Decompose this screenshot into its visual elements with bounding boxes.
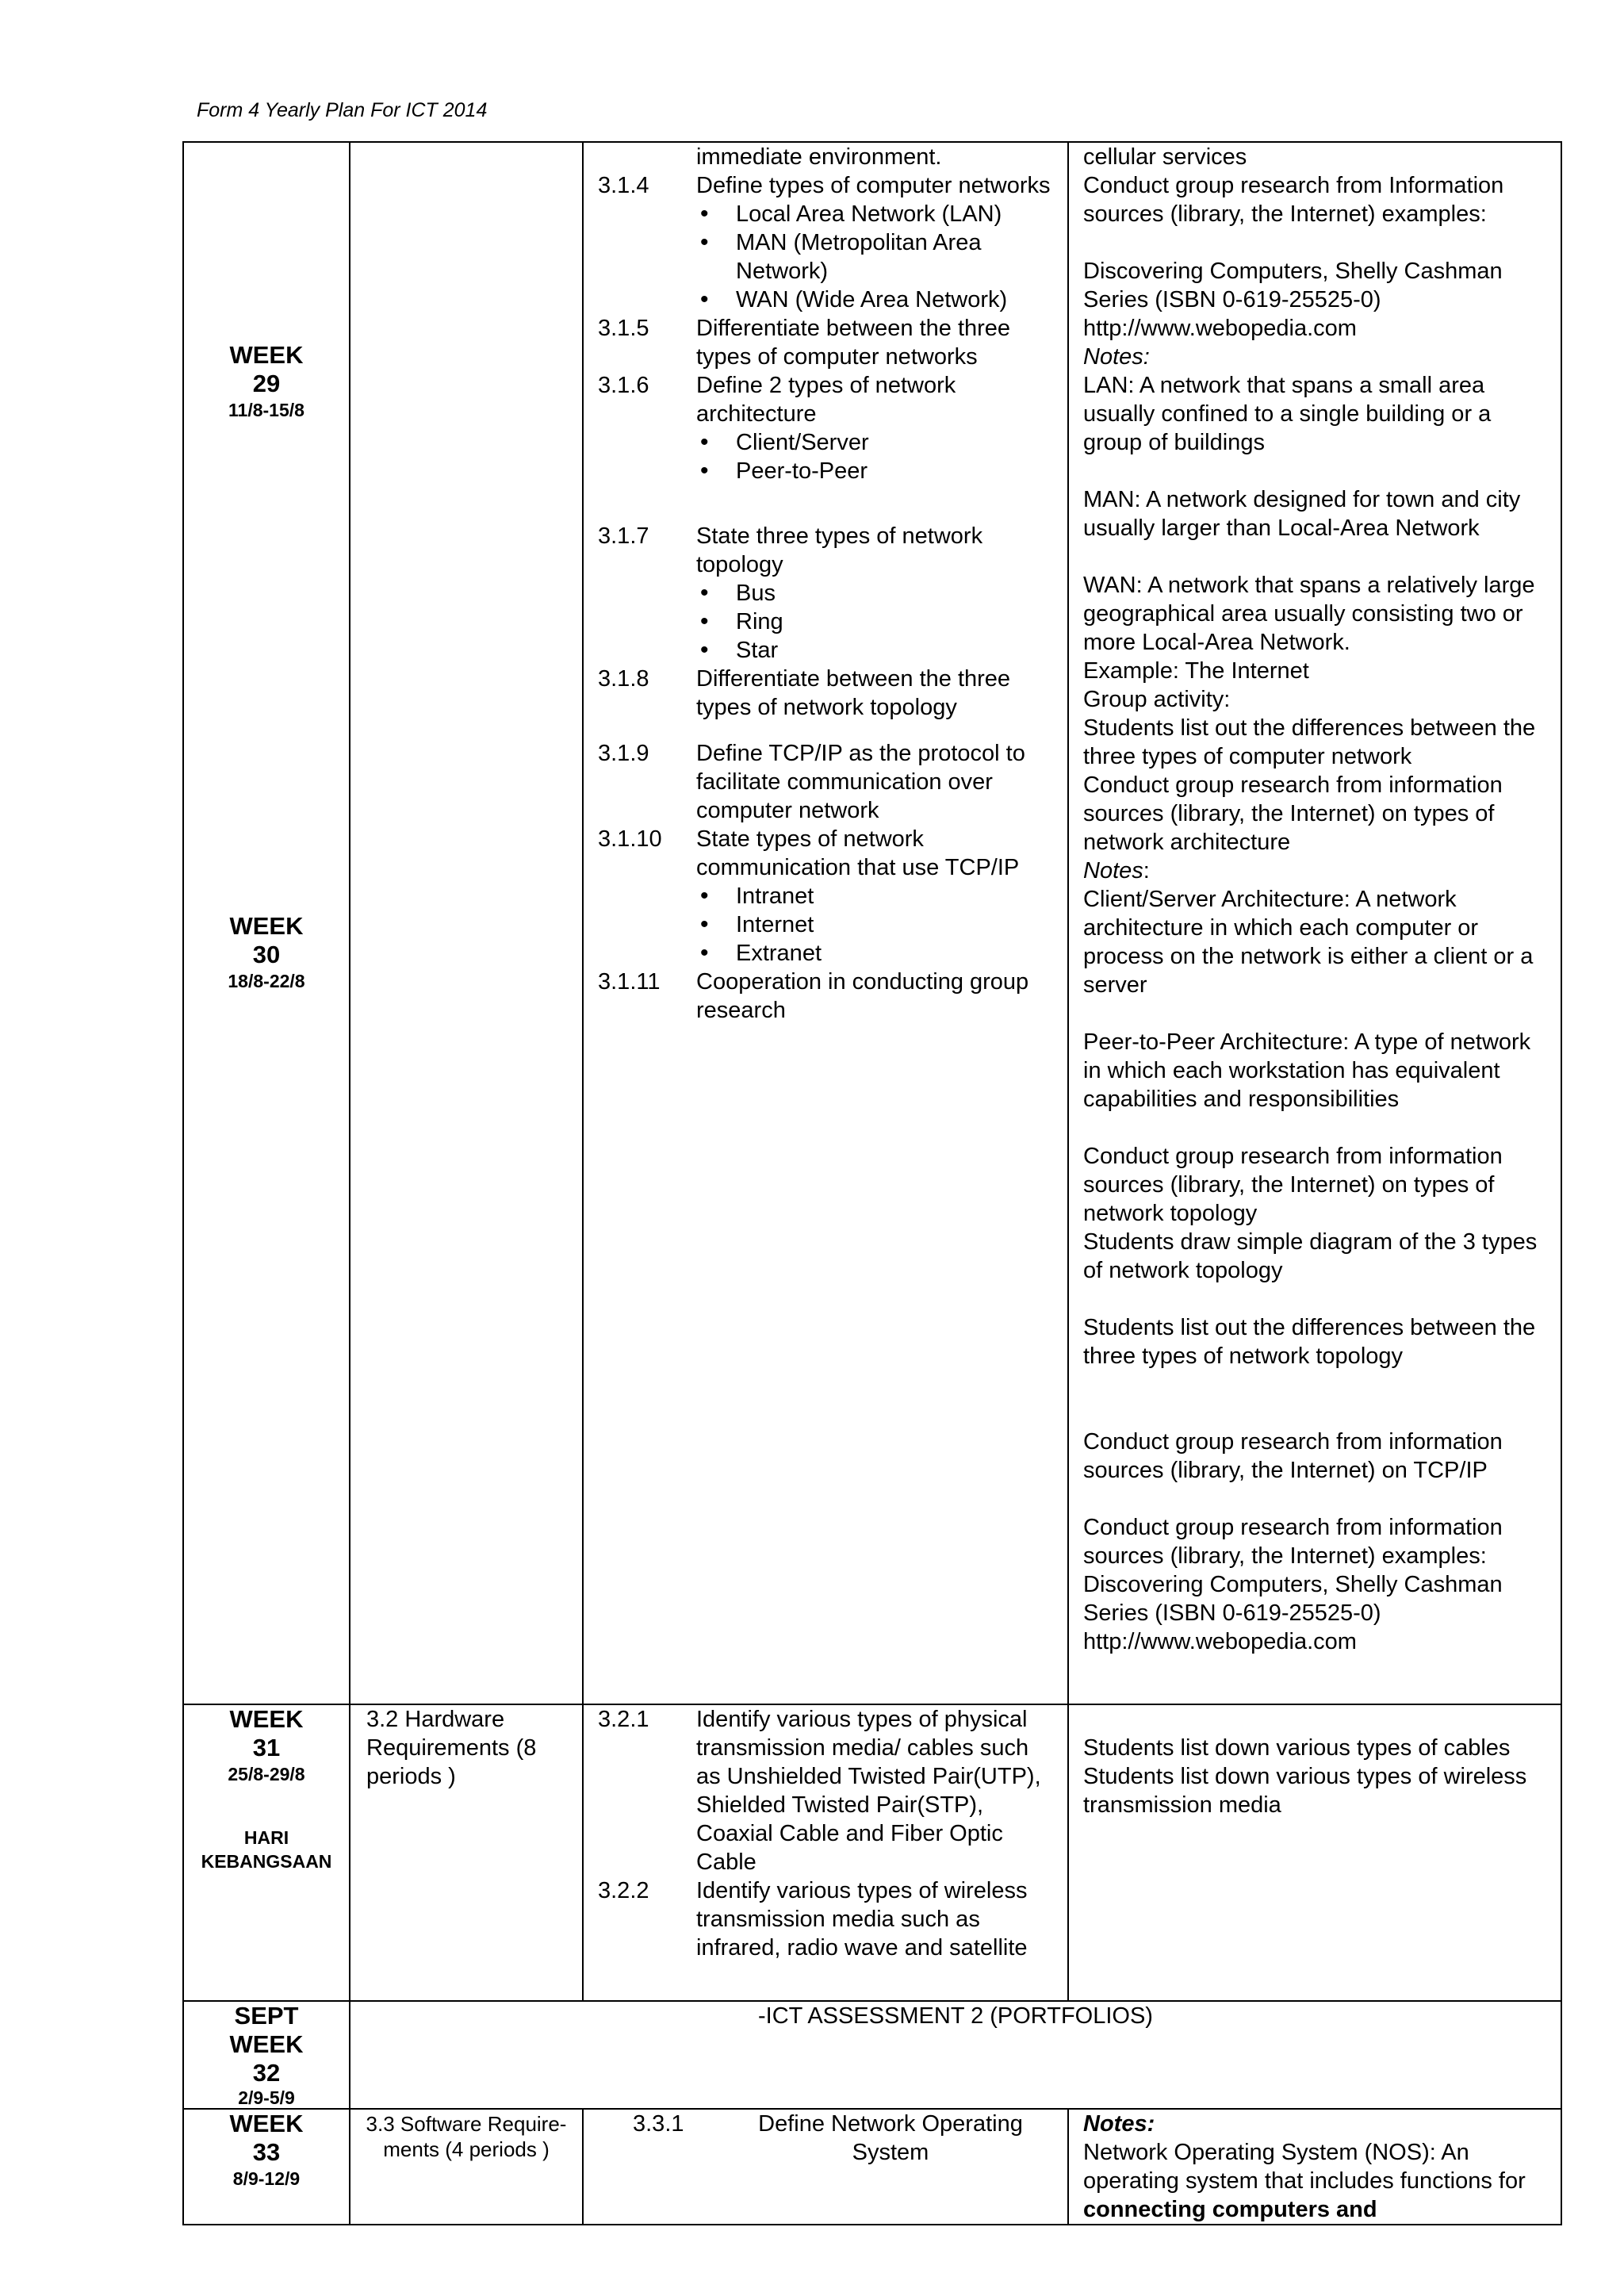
activity-text: Conduct group research from information sources (library, the Internet) on TCP/IP	[1083, 1429, 1503, 1483]
note-text: WAN: A network that spans a relatively large geographical area usually consisting two or more Local-Area Network.	[1083, 573, 1535, 655]
activity-text: Conduct group research from information sources (library, the Internet) examples:	[1083, 1515, 1503, 1569]
list-item: • Internet	[696, 910, 1053, 939]
activities-cell	[1068, 142, 1561, 1704]
objective-text: Differentiate between the three types of network topology	[696, 666, 1011, 720]
bullet-list	[696, 882, 1053, 968]
objective-number: 3.1.9	[598, 741, 649, 766]
week-date: 2/9-5/9	[238, 2087, 295, 2108]
assessment-text: -ICT ASSESSMENT 2 (PORTFOLIOS)	[758, 2003, 1153, 2029]
week-date: 25/8-29/8	[228, 1764, 305, 1784]
objective-text: Define 2 types of network architecture	[696, 373, 956, 427]
objective-item	[598, 522, 1053, 665]
objective-item	[598, 968, 1053, 1025]
reference-url: http://www.webopedia.com	[1083, 316, 1357, 341]
activities-cell	[1068, 1704, 1561, 2001]
activity-text: Students list out the differences between the three types of computer network	[1083, 715, 1536, 769]
note-text: Peer-to-Peer Architecture: A type of network in which each workstation has equivalent capabilities and responsibilities	[1083, 1029, 1531, 1112]
table-row	[183, 1704, 1561, 2001]
assessment-cell	[350, 2001, 1561, 2109]
activity-text: cellular services	[1083, 144, 1247, 170]
activity-text: Conduct group research from information sources (library, the Internet) on types of network topology	[1083, 1144, 1503, 1226]
table-row	[183, 142, 1561, 1704]
objective-item	[598, 1876, 1053, 1962]
week-date: 11/8-15/8	[228, 400, 304, 420]
objective-item	[598, 1705, 1053, 1876]
activity-text: Students list down various types of wireless transmission media	[1083, 1764, 1527, 1818]
week-number: 32	[252, 2059, 281, 2087]
week-number: 30	[252, 941, 281, 968]
list-item: • Star	[696, 636, 1053, 665]
week-cell	[183, 2001, 350, 2109]
objective-item	[598, 371, 1053, 485]
yearly-plan-table	[182, 141, 1562, 2225]
week-label: WEEK	[229, 912, 304, 940]
note-text: Network Operating System (NOS): An operating system that includes functions for connecting computers and	[1083, 2140, 1526, 2222]
objective-item	[598, 739, 1053, 825]
list-item: • Intranet	[696, 882, 1053, 910]
objective-text: Define TCP/IP as the protocol to facilitate communication over computer network	[696, 741, 1025, 823]
activity-text: Students list down various types of cables	[1083, 1735, 1511, 1761]
table-row	[183, 2109, 1561, 2225]
note-text: MAN: A network designed for town and city usually larger than Local-Area Network	[1083, 487, 1521, 541]
objective-text: State three types of network topology	[696, 523, 983, 577]
week-cell	[183, 142, 350, 1704]
objective-item	[598, 665, 1053, 722]
objective-text: Identify various types of wireless transmission media such as infrared, radio wave and satellite	[696, 1878, 1028, 1961]
week-cell	[183, 2109, 350, 2225]
page-header: Form 4 Yearly Plan For ICT 2014	[197, 99, 488, 121]
note-text: Client/Server Architecture: A network architecture in which each computer or process on the network is either a client or a server	[1083, 887, 1534, 998]
reference-text: Discovering Computers, Shelly Cashman Series (ISBN 0-619-25525-0)	[1083, 259, 1503, 312]
objective-text: State types of network communication that use TCP/IP	[696, 826, 1020, 880]
holiday-label: KEBANGSAAN	[201, 1851, 332, 1872]
objective-number: 3.1.6	[598, 373, 649, 398]
list-item: • Ring	[696, 608, 1053, 636]
week-number: 31	[252, 1734, 281, 1761]
objective-text: Cooperation in conducting group research	[696, 969, 1029, 1023]
objective-number: 3.1.7	[598, 523, 649, 549]
objective-text: Define Network Operating System	[758, 2111, 1023, 2165]
objectives-cell	[583, 2109, 1068, 2225]
week-number: 33	[252, 2138, 281, 2166]
month-label: SEPT	[234, 2002, 299, 2030]
objective-number: 3.2.2	[598, 1878, 649, 1903]
list-item: • Extranet	[696, 939, 1053, 968]
objective-item	[598, 825, 1053, 968]
objective-number: 3.1.8	[598, 666, 649, 692]
objective-item	[598, 314, 1053, 371]
note-text: Example: The Internet	[1083, 658, 1309, 684]
topic-cell	[350, 2109, 583, 2225]
note-text: LAN: A network that spans a small area usually confined to a single building or a group of buildings	[1083, 373, 1492, 455]
objectives-cell	[583, 1704, 1068, 2001]
week-label: WEEK	[229, 2030, 304, 2058]
objectives-cell	[583, 142, 1068, 1704]
week-label: WEEK	[229, 341, 304, 369]
bullet-list	[696, 200, 1053, 314]
objective-number: 3.1.11	[598, 969, 661, 995]
week-number: 29	[252, 370, 281, 397]
bullet-list	[696, 428, 1053, 485]
activity-text: Conduct group research from Information sources (library, the Internet) examples:	[1083, 173, 1504, 227]
activity-text: Students draw simple diagram of the 3 types of network topology	[1083, 1229, 1538, 1283]
reference-text: Discovering Computers, Shelly Cashman Series (ISBN 0-619-25525-0)	[1083, 1572, 1503, 1626]
list-item: • WAN (Wide Area Network)	[696, 286, 1053, 314]
objective-continuation: immediate environment.	[696, 144, 942, 170]
notes-heading: Notes:	[1083, 2111, 1155, 2137]
list-item: • Client/Server	[696, 428, 1053, 457]
activity-heading: Group activity:	[1083, 687, 1231, 712]
objective-number: 3.1.4	[598, 173, 649, 198]
notes-heading: Notes:	[1083, 858, 1150, 884]
list-item: • Bus	[696, 579, 1053, 608]
topic-text: 3.3 Software Require-ments (4 periods )	[366, 2112, 567, 2161]
objective-number: 3.2.1	[598, 1707, 649, 1732]
table-row	[183, 2001, 1561, 2109]
topic-cell	[350, 142, 583, 1704]
objective-number: 3.1.5	[598, 316, 649, 341]
activity-text: Students list out the differences between the three types of network topology	[1083, 1315, 1536, 1369]
objective-number: 3.3.1	[633, 2111, 684, 2137]
list-item: • MAN (Metropolitan Area Network)	[696, 228, 1053, 286]
activity-text: Conduct group research from information sources (library, the Internet) on types of network architecture	[1083, 772, 1503, 855]
list-item: • Local Area Network (LAN)	[696, 200, 1053, 228]
list-item: • Peer-to-Peer	[696, 457, 1053, 485]
activities-cell	[1068, 2109, 1561, 2225]
week-cell	[183, 1704, 350, 2001]
notes-heading: Notes:	[1083, 344, 1150, 370]
reference-url: http://www.webopedia.com	[1083, 1629, 1357, 1654]
week-label: WEEK	[229, 1705, 304, 1733]
topic-cell	[350, 1704, 583, 2001]
objective-number: 3.1.10	[598, 826, 662, 852]
holiday-label: HARI	[243, 1827, 289, 1848]
topic-text: 3.2 Hardware Requirements (8 periods )	[366, 1707, 537, 1789]
objective-text: Differentiate between the three types of computer networks	[696, 316, 1011, 370]
bullet-list	[696, 579, 1053, 665]
objective-text: Define types of computer networks	[696, 173, 1051, 198]
objective-text: Identify various types of physical transmission media/ cables such as Unshielded Twisted Pair(UTP), Shielded Twisted Pair(STP), Coaxial Cable and Fiber Optic Cable	[696, 1707, 1041, 1875]
week-date: 18/8-22/8	[228, 971, 305, 991]
objective-item	[598, 171, 1053, 314]
week-date: 8/9-12/9	[232, 2168, 301, 2189]
week-label: WEEK	[229, 2110, 304, 2137]
